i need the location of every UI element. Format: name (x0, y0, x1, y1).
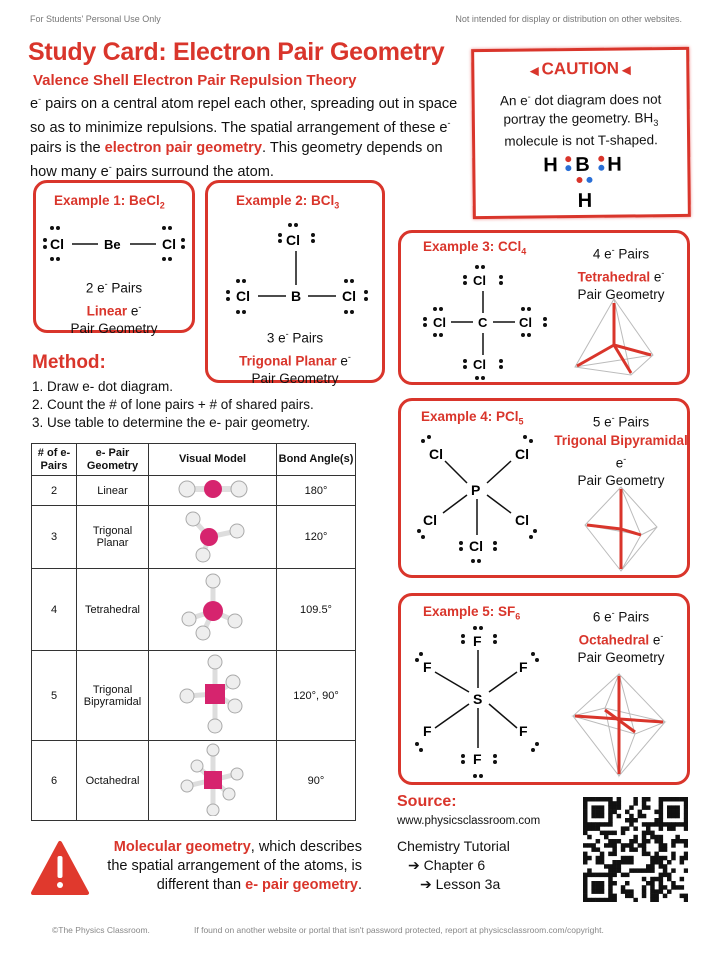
example-title: Example 1: BeCl$_2$ (54, 193, 165, 211)
subtitle: Valence Shell Electron Pair Repulsion Theory (33, 72, 357, 89)
svg-text:Cl: Cl (429, 446, 443, 462)
svg-text:Cl: Cl (236, 288, 250, 304)
svg-text:B: B (291, 288, 302, 304)
tetrahedral-model-image (569, 295, 659, 380)
table-row: 5 Trigonal Bipyramidal 120°, 90° (32, 651, 356, 741)
svg-text:H: H (543, 154, 558, 177)
svg-text:Cl: Cl (519, 315, 532, 330)
svg-text:F: F (519, 659, 528, 675)
page-title: Study Card: Electron Pair Geometry (28, 38, 445, 66)
trigonal-planar-ball-model (173, 509, 253, 563)
example-5-card (398, 593, 690, 785)
svg-text:Cl: Cl (469, 538, 483, 554)
example-description: 3 e- Pairs Trigonal Planar e- Pair Geometry (239, 329, 351, 386)
method-step: 3. Use table to determine the e- pair geometry. (32, 415, 311, 430)
method-step: 2. Count the # of lone pairs + # of shared pairs. (32, 397, 314, 412)
trigonal-bipyramidal-ball-model (173, 652, 253, 736)
example-1-card (33, 180, 195, 336)
ccl4-dot-diagram (421, 263, 551, 383)
svg-text:H: H (577, 189, 593, 213)
linear-ball-model (173, 477, 253, 501)
tutorial-label: Chemistry Tutorial (397, 838, 510, 854)
bh3-dot-diagram (535, 148, 636, 215)
pcl5-dot-diagram (411, 431, 556, 576)
svg-text:Cl: Cl (423, 512, 437, 528)
example-3-card (398, 230, 690, 385)
method-step: 1. Draw e- dot diagram. (32, 379, 174, 394)
svg-text:F: F (473, 633, 482, 649)
geometry-table (31, 443, 356, 821)
example-title: Example 2: BCl$_3$ (236, 193, 340, 211)
megaphone-icon: ◀︎ (619, 64, 631, 77)
svg-text:F: F (423, 659, 432, 675)
table-header-row: # of e- Pairs e- Pair Geometry Visual Model Bond Angle(s) (32, 444, 356, 476)
method-steps (32, 378, 314, 432)
caution-text: An e- dot diagram does not portray the geometry. $BH_3$ molecule is not T-shaped. (499, 91, 662, 149)
megaphone-icon: ◀︎ (530, 65, 542, 78)
svg-text:F: F (519, 723, 528, 739)
svg-text:S: S (473, 691, 483, 707)
example-4-card (398, 398, 690, 578)
svg-text:Cl: Cl (433, 315, 446, 330)
lesson-label: ➔ Lesson 3a (420, 876, 501, 892)
example-description: 6 e- Pairs Octahedral e- Pair Geometry (577, 608, 665, 665)
intro-text: e- pairs on a central atom repel each other, spreading out in space so as to minimize repulsions. The spatial arrangement of these e- pairs is the electron pair geometry. This geometry depends on how many e- pairs surround the atom. (30, 94, 458, 181)
becl2-dot-diagram (42, 219, 192, 269)
chapter-label: ➔ Chapter 6 (408, 857, 486, 873)
example-title: Example 4: PCl$_5$ (421, 409, 524, 427)
warning-icon (30, 840, 90, 896)
qr-code[interactable] (583, 797, 688, 902)
octahedral-ball-model (173, 742, 253, 816)
copyright: ©The Physics Classroom. (52, 925, 150, 935)
distribution-note: Not intended for display or distribution on other websites. (455, 14, 682, 24)
copyright-notice: If found on another website or portal that isn't password protected, report at physicsclassroom.com/copyright. (194, 925, 604, 935)
usage-note: For Students' Personal Use Only (30, 14, 161, 24)
bcl3-dot-diagram (218, 219, 378, 319)
svg-text:Cl: Cl (515, 512, 529, 528)
warning-text: Molecular geometry, which describes the spatial arrangement of the atoms, is different than e- pair geometry. (107, 839, 362, 893)
svg-text:Cl: Cl (50, 236, 64, 252)
source-url[interactable]: www.physicsclassroom.com (397, 815, 541, 827)
svg-text:Cl: Cl (286, 232, 300, 248)
table-row: 3 Trigonal Planar 120° (32, 506, 356, 569)
svg-text:P: P (471, 482, 481, 498)
svg-text:Cl: Cl (162, 236, 176, 252)
svg-text:Cl: Cl (473, 273, 486, 288)
tetrahedral-ball-model (173, 571, 253, 645)
table-row: 2 Linear 180° (32, 476, 356, 506)
svg-text:Cl: Cl (342, 288, 356, 304)
svg-text:Cl: Cl (515, 446, 529, 462)
trigonal-bipyramidal-model-image (581, 485, 661, 575)
svg-text:F: F (473, 751, 482, 767)
sf6-dot-diagram (413, 624, 553, 784)
example-description: 5 e- Pairs Trigonal Bipyramidal e- Pair Geometry (554, 413, 688, 488)
example-description: 2 e- Pairs Linear e- Pair Geometry (70, 279, 158, 336)
table-row: 6 Octahedral 90° (32, 741, 356, 821)
svg-text:H: H (607, 153, 622, 176)
octahedral-model-image (569, 672, 669, 782)
example-title: Example 5: $SF_6$ (423, 604, 521, 622)
svg-text:C: C (478, 315, 488, 330)
caution-box (471, 47, 691, 219)
method-heading: Method: (32, 352, 106, 373)
example-2-card (205, 180, 385, 386)
source-heading: Source: (397, 793, 457, 810)
svg-text:F: F (423, 723, 432, 739)
example-title: Example 3: CCl$_4$ (423, 239, 527, 257)
svg-text:B: B (575, 153, 590, 177)
svg-text:Be: Be (104, 237, 121, 252)
svg-text:Cl: Cl (473, 357, 486, 372)
caution-title: ◀︎ CAUTION ◀︎ (530, 58, 631, 79)
example-description: 4 e- Pairs Tetrahedral e- Pair Geometry (577, 245, 665, 302)
table-row: 4 Tetrahedral 109.5° (32, 569, 356, 651)
